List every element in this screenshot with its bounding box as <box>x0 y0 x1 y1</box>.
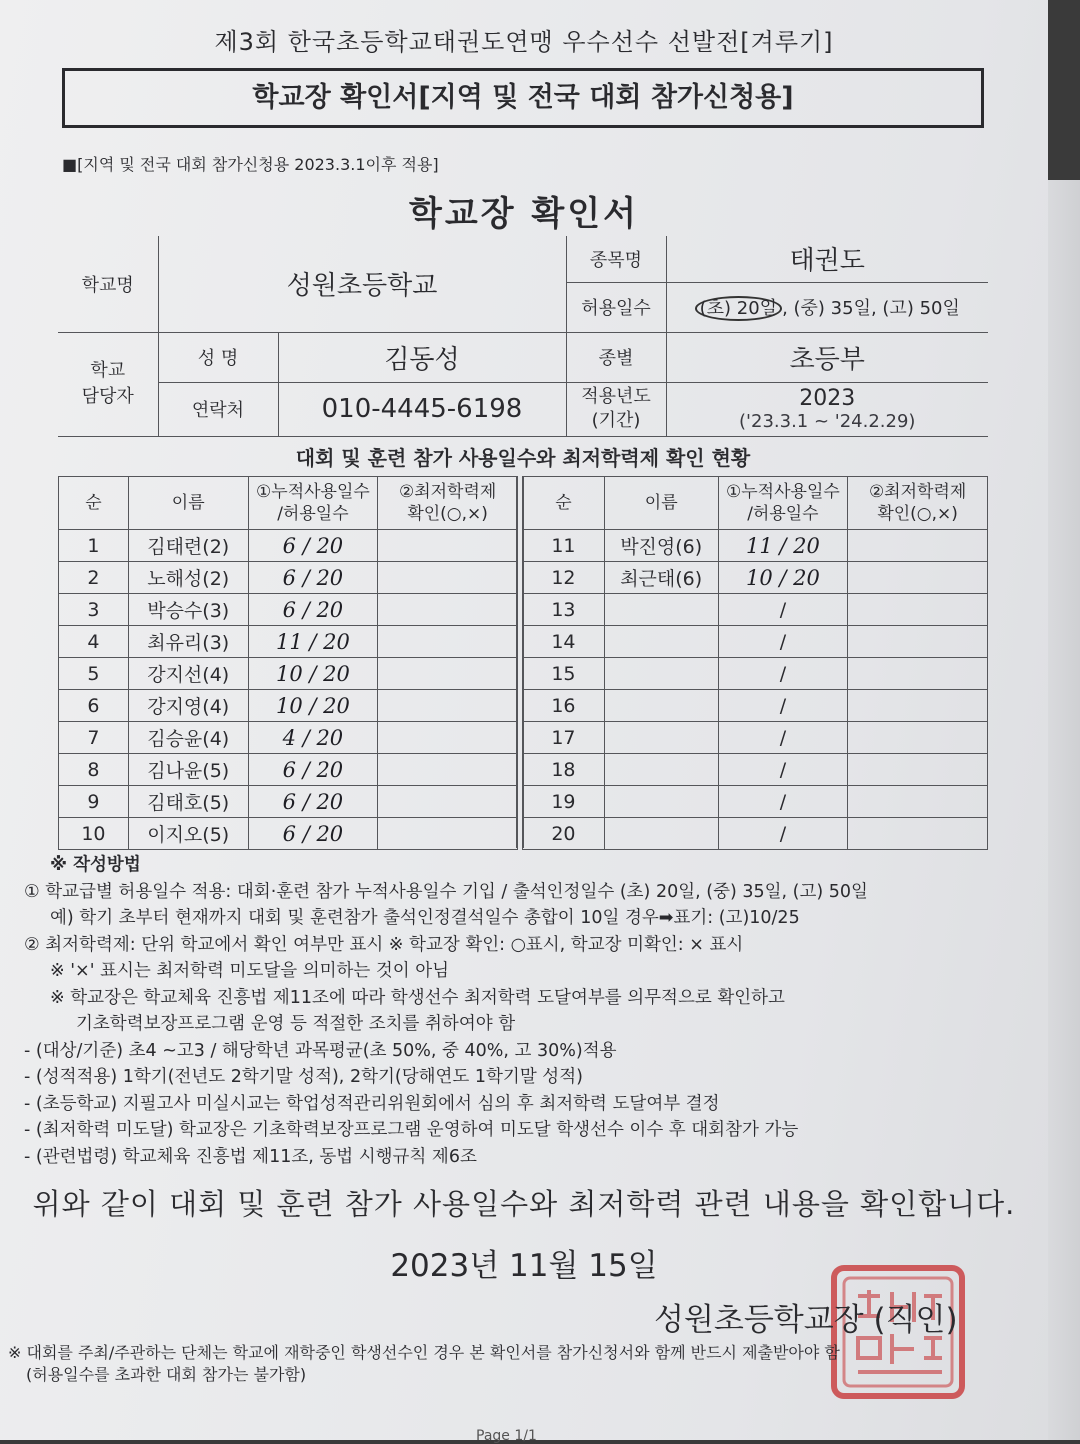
footnote-line-1: ※ 대회를 주최/주관하는 단체는 학교에 재학중인 학생선수인 경우 본 확인서를 참가신청서와 함께 반드시 제출받아야 함 <box>8 1343 840 1362</box>
used-days: 6 / 20 <box>248 818 378 850</box>
row-no: 15 <box>523 658 605 690</box>
row-no: 8 <box>59 754 129 786</box>
detail-4: - (최저학력 미도달) 학교장은 기초학력보장프로그램 운영하여 미도달 학생선수 이수 후 대회참가 가능 <box>24 1120 799 1140</box>
table-row <box>59 594 518 626</box>
contact-value: 010-4445-6198 <box>278 382 566 436</box>
table-row <box>523 786 988 818</box>
table-row <box>59 658 518 690</box>
table-row <box>59 818 518 850</box>
min-academic <box>848 690 988 722</box>
year-label: 적용년도 (기간) <box>566 382 666 436</box>
min-academic <box>378 626 518 658</box>
student-name: 강지영(4) <box>128 690 248 722</box>
min-academic <box>848 722 988 754</box>
detail-1: - (대상/기준) 초4 ~고3 / 해당학년 과목평균(초 50%, 중 40%, 고 30%)적용 <box>24 1040 617 1061</box>
student-name <box>604 754 718 786</box>
table-row <box>523 722 988 754</box>
row-no: 2 <box>59 562 129 594</box>
allow-days-circled: (초) 20일 <box>695 296 782 321</box>
used-days: 6 / 20 <box>248 786 378 818</box>
note-2: ② 최저학력제: 단위 학교에서 확인 여부만 표시 ※ 학교장 확인: ○표시, 학교장 미확인: × 표시 <box>24 934 744 955</box>
school-name: 성원초등학교 <box>158 236 566 332</box>
student-name: 김태련(2) <box>128 530 248 562</box>
table-row <box>523 626 988 658</box>
allow-days-value <box>666 282 988 332</box>
student-table-right <box>522 476 988 850</box>
table-row <box>59 786 518 818</box>
table-row <box>59 722 518 754</box>
table-row <box>523 658 988 690</box>
min-academic <box>848 754 988 786</box>
col-header-name: 이름 <box>604 477 718 530</box>
division-label: 종별 <box>566 332 666 382</box>
division-value: 초등부 <box>666 332 988 382</box>
used-days: 11 / 20 <box>718 530 848 562</box>
sport-value: 태권도 <box>666 236 988 282</box>
detail-2: - (성적적용) 1학기(전년도 2학기말 성적), 2학기(당해연도 1학기말 성적) <box>24 1067 583 1087</box>
student-name: 최유리(3) <box>128 626 248 658</box>
row-no: 20 <box>523 818 605 850</box>
min-academic <box>848 626 988 658</box>
background-sheet <box>1048 180 1080 1440</box>
student-table-left <box>58 476 518 850</box>
note-1-text: ① 학교급별 허용일수 적용: 대회·훈련 참가 누적사용일수 기입 / <box>24 881 513 902</box>
sport-label: 종목명 <box>566 236 666 282</box>
school-label: 학교명 <box>58 236 158 332</box>
table-row <box>523 562 988 594</box>
instructions <box>24 852 1024 1170</box>
used-days: 10 / 20 <box>248 658 378 690</box>
manager-label: 학교 담당자 <box>58 332 158 436</box>
row-no: 13 <box>523 594 605 626</box>
used-days: / <box>718 818 848 850</box>
footnote <box>8 1342 1038 1386</box>
confirmation-statement: 위와 같이 대회 및 훈련 참가 사용일수와 최저학력 관련 내용을 확인합니다. <box>32 1187 1016 1221</box>
row-no: 4 <box>59 626 129 658</box>
min-academic <box>848 818 988 850</box>
row-no: 16 <box>523 690 605 722</box>
min-academic <box>378 690 518 722</box>
table-row <box>59 626 518 658</box>
student-name: 최근태(6) <box>604 562 718 594</box>
col-header-no: 순 <box>523 477 605 530</box>
table-row <box>523 690 988 722</box>
student-name <box>604 722 718 754</box>
used-days: 6 / 20 <box>248 754 378 786</box>
student-name: 박진영(6) <box>604 530 718 562</box>
used-days: / <box>718 722 848 754</box>
col-header-days: ①누적사용일수 /허용일수 <box>248 477 378 530</box>
min-academic <box>378 722 518 754</box>
note-2-sub-3: 기초학력보장프로그램 운영 등 적절한 조치를 취하여야 함 <box>76 1014 516 1034</box>
year-cell <box>666 382 988 436</box>
used-days: 6 / 20 <box>248 594 378 626</box>
row-no: 3 <box>59 594 129 626</box>
col-header-no: 순 <box>59 477 129 530</box>
student-name <box>604 690 718 722</box>
student-name <box>604 626 718 658</box>
allow-days-rest: , (중) 35일, (고) 50일 <box>782 298 960 319</box>
student-name <box>604 786 718 818</box>
detail-3: - (초등학교) 지필고사 미실시교는 학업성적관리위원회에서 심의 후 최저학력 도달여부 결정 <box>24 1093 720 1114</box>
used-days: / <box>718 786 848 818</box>
min-academic <box>378 786 518 818</box>
student-name: 박승수(3) <box>128 594 248 626</box>
year-period: ('23.3.1 ~ '24.2.29) <box>739 411 916 432</box>
min-academic <box>378 594 518 626</box>
row-no: 11 <box>523 530 605 562</box>
table-row <box>523 818 988 850</box>
min-academic <box>848 530 988 562</box>
note-1-highlight: 출석인정일수 (초) 20일, (중) 35일, (고) 50일 <box>512 881 868 902</box>
principal-signature: 성원초등학교장 (직인) <box>654 1302 958 1338</box>
note-1 <box>24 879 1024 906</box>
table-row <box>59 530 518 562</box>
used-days: / <box>718 690 848 722</box>
student-name <box>604 658 718 690</box>
min-academic <box>378 562 518 594</box>
notes-heading: ※ 작성방법 <box>50 855 141 875</box>
used-days: 11 / 20 <box>248 626 378 658</box>
document-banner: 학교장 확인서[지역 및 전국 대회 참가신청용] <box>62 68 984 128</box>
table-row <box>523 594 988 626</box>
row-no: 7 <box>59 722 129 754</box>
table-row <box>59 562 518 594</box>
document-title: 학교장 확인서 <box>409 194 639 234</box>
row-no: 18 <box>523 754 605 786</box>
used-days: 6 / 20 <box>248 562 378 594</box>
student-name <box>604 594 718 626</box>
min-academic <box>848 562 988 594</box>
status-table-title: 대회 및 훈련 참가 사용일수와 최저학력제 확인 현황 <box>295 446 751 470</box>
table-row <box>523 530 988 562</box>
col-header-name: 이름 <box>128 477 248 530</box>
used-days: / <box>718 754 848 786</box>
row-no: 1 <box>59 530 129 562</box>
student-name: 이지오(5) <box>128 818 248 850</box>
row-no: 9 <box>59 786 129 818</box>
min-academic <box>848 786 988 818</box>
name-label: 성 명 <box>158 332 278 382</box>
used-days: 10 / 20 <box>718 562 848 594</box>
page-number: Page 1/1 <box>476 1428 537 1444</box>
student-name: 강지선(4) <box>128 658 248 690</box>
row-no: 6 <box>59 690 129 722</box>
min-academic <box>848 594 988 626</box>
col-header-days: ①누적사용일수 /허용일수 <box>718 477 848 530</box>
note-1-example: 예) 학기 초부터 현재까지 대회 및 훈련참가 출석인정결석일수 총합이 10일 경우➡표기: (고)10/25 <box>50 908 800 928</box>
min-academic <box>848 658 988 690</box>
row-no: 14 <box>523 626 605 658</box>
used-days: 4 / 20 <box>248 722 378 754</box>
allow-days-label: 허용일수 <box>566 282 666 332</box>
used-days: / <box>718 658 848 690</box>
used-days: 6 / 20 <box>248 530 378 562</box>
row-no: 19 <box>523 786 605 818</box>
table-row <box>59 754 518 786</box>
student-name: 노해성(2) <box>128 562 248 594</box>
student-name <box>604 818 718 850</box>
table-row <box>59 690 518 722</box>
student-name: 김나윤(5) <box>128 754 248 786</box>
table-row <box>523 754 988 786</box>
col-header-min: ②최저학력제 확인(○,×) <box>848 477 988 530</box>
col-header-min: ②최저학력제 확인(○,×) <box>378 477 518 530</box>
row-no: 17 <box>523 722 605 754</box>
note-2-sub-1: ※ '×' 표시는 최저학력 미도달을 의미하는 것이 아님 <box>50 961 450 981</box>
row-no: 12 <box>523 562 605 594</box>
issue-date: 2023년 11월 15일 <box>390 1248 658 1284</box>
used-days: / <box>718 626 848 658</box>
min-academic <box>378 658 518 690</box>
used-days: 10 / 20 <box>248 690 378 722</box>
year-value: 2023 <box>799 386 856 411</box>
manager-name: 김동성 <box>278 332 566 382</box>
min-academic <box>378 754 518 786</box>
contact-label: 연락처 <box>158 382 278 436</box>
applies-note: ■[지역 및 전국 대회 참가신청용 2023.3.1이후 적용] <box>62 155 439 174</box>
student-name: 김태호(5) <box>128 786 248 818</box>
note-2-sub-2: ※ 학교장은 학교체육 진흥법 제11조에 따라 학생선수 최저학력 도달여부를 의무적으로 확인하고 <box>50 987 785 1008</box>
detail-5: - (관련법령) 학교체육 진흥법 제11조, 동법 시행규칙 제6조 <box>24 1146 477 1167</box>
min-academic <box>378 818 518 850</box>
row-no: 5 <box>59 658 129 690</box>
min-academic <box>378 530 518 562</box>
footnote-line-2: (허용일수를 초과한 대회 참가는 불가함) <box>26 1365 307 1384</box>
competition-title: 제3회 한국초등학교태권도연맹 우수선수 선발전[겨루기] <box>214 28 834 56</box>
row-no: 10 <box>59 818 129 850</box>
student-name: 김승윤(4) <box>128 722 248 754</box>
info-table <box>58 236 988 437</box>
used-days: / <box>718 594 848 626</box>
